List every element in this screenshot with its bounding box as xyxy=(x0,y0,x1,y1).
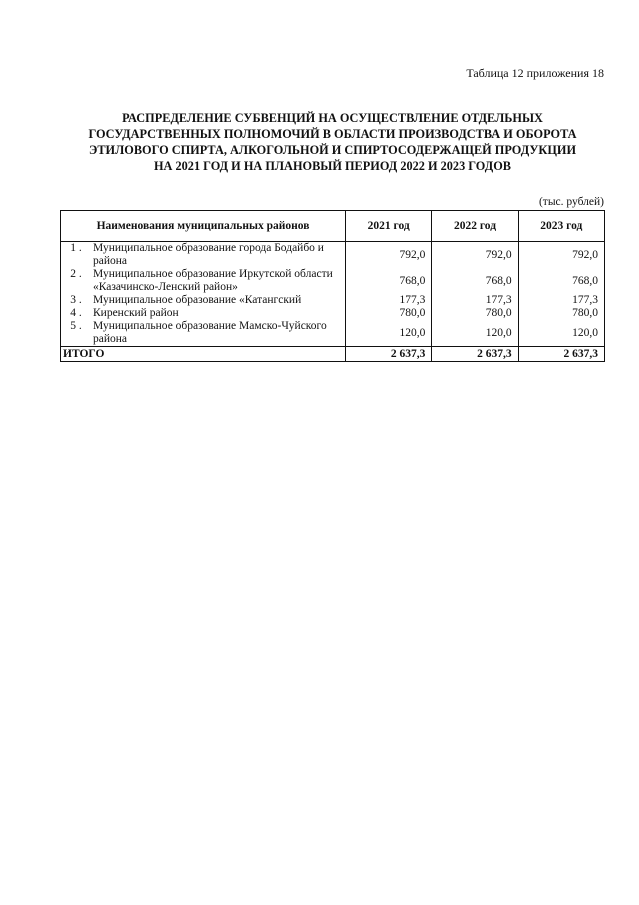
header-2022: 2022 год xyxy=(432,211,518,242)
table-row xyxy=(61,268,605,294)
district-name: Муниципальное образование Мамско-Чуйского района xyxy=(91,320,346,347)
title-line: ЭТИЛОВОГО СПИРТА, АЛКОГОЛЬНОЙ И СПИРТОСОДЕРЖАЩЕЙ ПРОДУКЦИИ xyxy=(88,143,577,157)
value-2021: 177,3 xyxy=(346,294,432,307)
value-2021: 120,0 xyxy=(346,320,432,347)
total-label: ИТОГО xyxy=(61,347,346,362)
value-2023: 768,0 xyxy=(518,268,604,294)
value-2021: 792,0 xyxy=(346,242,432,269)
row-number: 3 . xyxy=(61,294,92,307)
district-name: Муниципальное образование Иркутской области «Казачинско-Ленский район» xyxy=(91,268,346,294)
row-number: 5 . xyxy=(61,320,92,347)
value-2022: 768,0 xyxy=(432,268,518,294)
value-2022: 120,0 xyxy=(432,320,518,347)
value-2022: 792,0 xyxy=(432,242,518,269)
value-2021: 768,0 xyxy=(346,268,432,294)
district-name: Киренский район xyxy=(91,307,346,320)
total-2021: 2 637,3 xyxy=(346,347,432,362)
row-number: 1 . xyxy=(61,242,92,269)
total-row xyxy=(61,347,605,362)
title-line: НА 2021 ГОД И НА ПЛАНОВЫЙ ПЕРИОД 2022 И 2023 ГОДОВ xyxy=(153,159,511,173)
title-line: ГОСУДАРСТВЕННЫХ ПОЛНОМОЧИЙ В ОБЛАСТИ ПРОИЗВОДСТВА И ОБОРОТА xyxy=(88,127,577,141)
value-2021: 780,0 xyxy=(346,307,432,320)
table-header-row xyxy=(61,211,605,242)
table-reference: Таблица 12 приложения 18 xyxy=(466,66,604,80)
value-2022: 780,0 xyxy=(432,307,518,320)
table-row xyxy=(61,307,605,320)
table-row xyxy=(61,242,605,269)
value-2022: 177,3 xyxy=(432,294,518,307)
value-2023: 177,3 xyxy=(518,294,604,307)
table-row xyxy=(61,294,605,307)
title-line: РАСПРЕДЕЛЕНИЕ СУБВЕНЦИЙ НА ОСУЩЕСТВЛЕНИЕ ОТДЕЛЬНЫХ xyxy=(122,111,543,125)
header-district-name: Наименования муниципальных районов xyxy=(61,211,346,242)
value-2023: 120,0 xyxy=(518,320,604,347)
table-row xyxy=(61,320,605,347)
district-name: Муниципальное образование «Катангский xyxy=(91,294,346,307)
district-name: Муниципальное образование города Бодайбо и района xyxy=(91,242,346,269)
total-2023: 2 637,3 xyxy=(518,347,604,362)
subsidy-table xyxy=(60,210,605,362)
value-2023: 792,0 xyxy=(518,242,604,269)
document-title xyxy=(60,110,605,174)
total-2022: 2 637,3 xyxy=(432,347,518,362)
header-2023: 2023 год xyxy=(518,211,604,242)
header-2021: 2021 год xyxy=(346,211,432,242)
row-number: 2 . xyxy=(61,268,92,294)
value-2023: 780,0 xyxy=(518,307,604,320)
units-label: (тыс. рублей) xyxy=(538,196,604,208)
row-number: 4 . xyxy=(61,307,92,320)
